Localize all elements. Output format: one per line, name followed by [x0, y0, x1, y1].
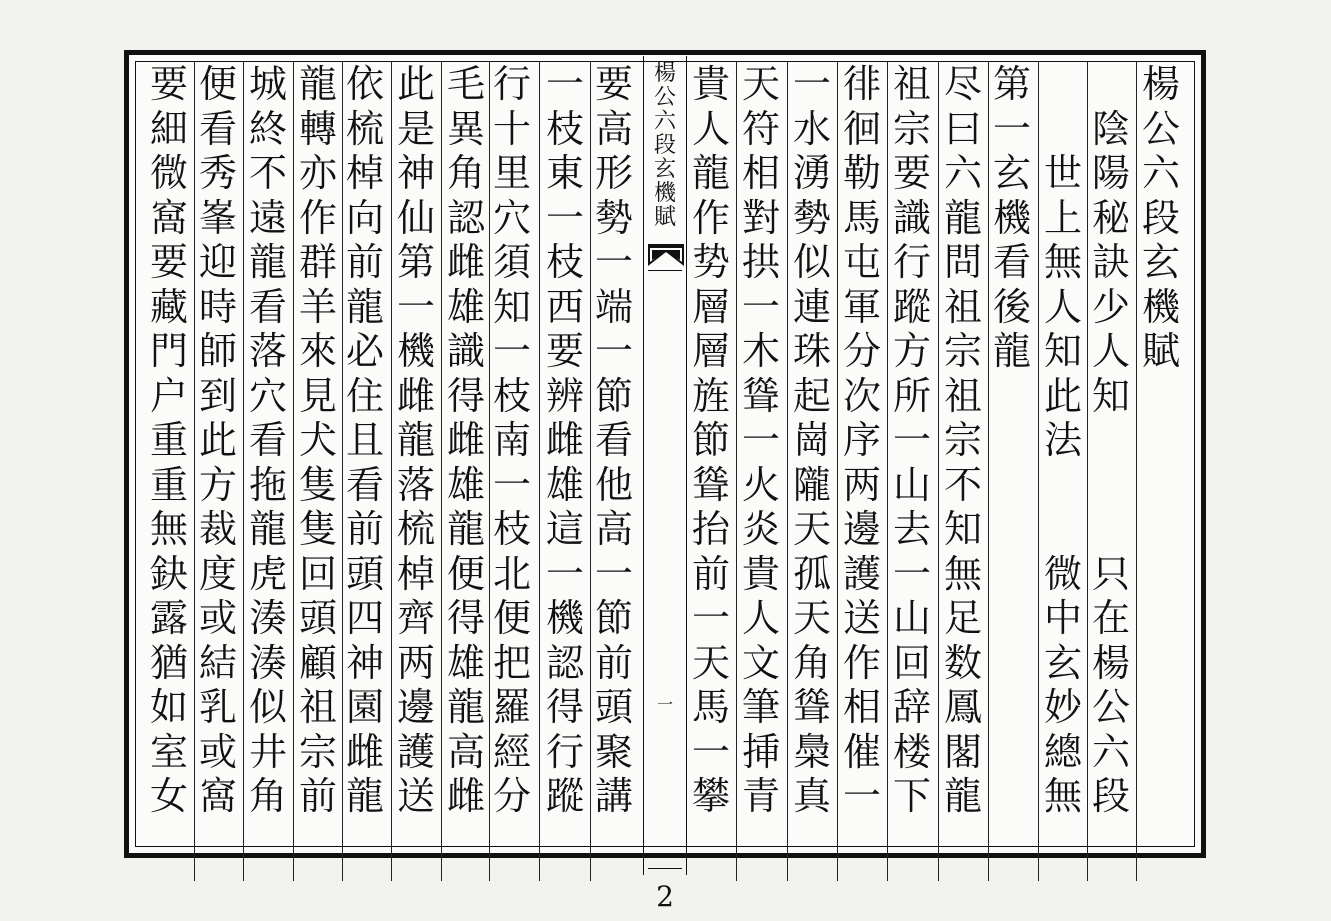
column-rule: [1136, 62, 1137, 881]
center-title-char: 段: [653, 133, 676, 158]
column-rule: [887, 62, 888, 881]
center-title-char: 賦: [653, 205, 676, 230]
text-column: 楊 公 六 段 玄 機 賦: [1141, 62, 1180, 373]
text-column: 此 是 神 仙 第 一 機 雌 龍 落 梳 棹 齊 两 邊 護 送: [396, 62, 435, 818]
column-rule: [194, 62, 195, 881]
text-column: 城 終 不 遠 龍 看 落 穴 看 拖 龍 虎 湊 湊 似 井 角: [248, 62, 287, 818]
text-column: 世 上 無 人 知 此 法 微 中 玄 妙 總 無: [1043, 151, 1082, 818]
column-rule: [342, 62, 343, 881]
column-rule: [837, 62, 838, 881]
center-fold-strip: [643, 56, 687, 875]
text-column: 一 水 湧 勢 似 連 珠 起 崗 隴 天 孤 天 角 聳 䲷 真: [792, 62, 831, 818]
center-title-char: 機: [653, 181, 676, 206]
column-rule: [441, 62, 442, 881]
column-rule: [391, 62, 392, 881]
center-title: [644, 62, 686, 230]
column-rule: [938, 62, 939, 881]
center-title-char: 公: [653, 85, 676, 110]
column-rule: [243, 62, 244, 881]
text-column: 徘 徊 勒 馬 屯 軍 分 次 序 两 邊 護 送 作 相 催 一: [842, 62, 881, 818]
center-title-char: 六: [653, 109, 676, 134]
folio-mark: 一: [656, 695, 673, 714]
center-title-char: 玄: [653, 157, 676, 182]
column-rule: [988, 62, 989, 881]
fish-tail-mark: [648, 244, 684, 268]
text-column: 依 梳 棹 向 前 龍 必 住 且 看 前 頭 四 神 園 雌 龍: [345, 62, 384, 818]
text-column: 行 十 里 穴 須 知 一 枝 南 一 枝 北 便 把 羅 經 分: [492, 62, 531, 818]
text-column: 陰 陽 秘 訣 少 人 知 只 在 楊 公 六 段: [1091, 106, 1130, 818]
strip-bottom-rule: [648, 868, 682, 869]
text-column: 要 細 微 窩 要 藏 門 户 重 重 無 鈌 露 猶 如 室 女: [149, 62, 188, 818]
column-rule: [489, 62, 490, 881]
column-rule: [1038, 62, 1039, 881]
page-number: 2: [656, 880, 674, 913]
column-rule: [539, 62, 540, 881]
column-rule: [1087, 62, 1088, 881]
text-column: 龍 轉 亦 作 群 羊 來 見 犬 隻 隻 回 頭 顧 祖 宗 前: [298, 62, 337, 818]
text-column: 第 一 玄 機 看 後 龍: [992, 62, 1031, 373]
fish-tail-rule: [648, 270, 682, 271]
column-rule: [590, 62, 591, 881]
text-column: 貴 人 龍 作 势 層 層 旌 節 聳 抬 前 一 天 馬 一 攀: [691, 62, 730, 818]
text-column: 一 枝 東 一 枝 西 要 辨 雌 雄 這 一 機 認 得 行 蹤: [545, 62, 584, 818]
text-column: 毛 異 角 認 雌 雄 識 得 雌 雄 龍 便 得 雄 龍 高 雌: [446, 62, 485, 818]
text-column: 便 看 秀 峯 迎 時 師 到 此 方 裁 度 或 結 乳 或 窩: [198, 62, 237, 818]
column-rule: [787, 62, 788, 881]
text-column: 要 高 形 勢 一 端 一 節 看 他 高 一 節 前 頭 聚 講: [594, 62, 633, 818]
text-column: 祖 宗 要 識 行 蹤 方 所 一 山 去 一 山 回 辞 楼 下: [892, 62, 931, 818]
text-column: 尽 曰 六 龍 問 祖 宗 祖 宗 不 知 無 足 数 鳳 閣 龍: [943, 62, 982, 818]
text-column: 天 符 相 對 拱 一 木 聳 一 火 炎 貴 人 文 筆 挿 青: [741, 62, 780, 818]
column-rule: [293, 62, 294, 881]
center-title-char: 楊: [653, 61, 676, 86]
column-rule: [736, 62, 737, 881]
